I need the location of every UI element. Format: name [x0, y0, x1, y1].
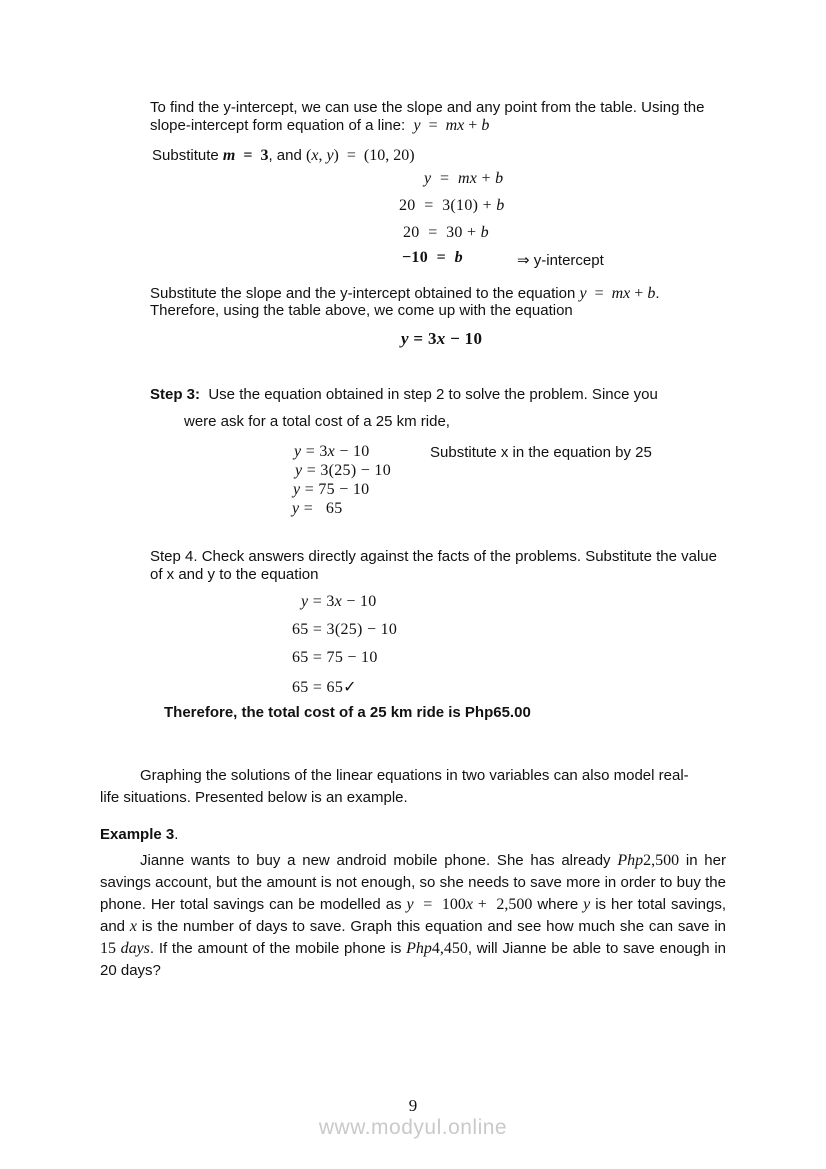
step3-solution-line: y = 65	[292, 500, 343, 517]
equation-line: 20 = 30 + b	[403, 224, 489, 241]
y-intercept-note: ⇒ y-intercept	[517, 252, 604, 269]
result-paragraph-line-2: Therefore, using the table above, we come up with the equation	[150, 302, 573, 319]
equation-line: 20 = 3(10) + b	[399, 197, 505, 214]
example3-line: 20 days?	[100, 962, 161, 979]
example3-line: phone. Her total savings can be modelled as y = 100x + 2,500 where y is her total savings,	[100, 896, 726, 913]
step3-line-1: Step 3: Use the equation obtained in step 2 to solve the problem. Since you	[150, 386, 658, 403]
example3-heading: Example 3.	[100, 826, 179, 843]
intro-line-1: To find the y-intercept, we can use the slope and any point from the table. Using the	[150, 99, 705, 116]
example3-line: Jianne wants to buy a new android mobile phone. She has already Php2,500 in her	[140, 852, 726, 869]
step3-solution-line: y = 75 − 10	[293, 481, 370, 498]
step4-check-line: y = 3x − 10	[301, 593, 377, 610]
substitute-values-line: Substitute m = 3, and (x, y) = (10, 20)	[152, 147, 415, 164]
step3-substitute-note: Substitute x in the equation by 25	[430, 444, 652, 461]
step3-line-2: were ask for a total cost of a 25 km ride,	[184, 413, 450, 430]
step4-line-1: Step 4. Check answers directly against the facts of the problems. Substitute the value	[150, 548, 717, 565]
intro-line-2: slope-intercept form equation of a line: y = mx + b	[150, 117, 490, 134]
step3-solution-line: y = 3x − 10	[294, 443, 370, 460]
step3-solution-line: y = 3(25) − 10	[295, 462, 392, 479]
example3-line: 15 days. If the amount of the mobile phone is Php4,450, will Jianne be able to save enough in	[100, 940, 726, 957]
equation-line: y = mx + b	[424, 170, 504, 187]
equation-line: −10 = b	[402, 249, 463, 266]
step4-line-2: of x and y to the equation	[150, 566, 319, 583]
result-paragraph-line-1: Substitute the slope and the y-intercept obtained to the equation y = mx + b.	[150, 285, 660, 302]
graphing-paragraph-line-2: life situations. Presented below is an example.	[100, 789, 408, 806]
step4-check-line: 65 = 3(25) − 10	[292, 621, 398, 638]
main-equation: y = 3x − 10	[401, 329, 483, 348]
example3-line: savings account, but the amount is not enough, so she needs to save more in order to buy the	[100, 874, 726, 891]
example3-line: and x is the number of days to save. Graph this equation and see how much she can save in	[100, 918, 726, 935]
step4-check-line: 65 = 75 − 10	[292, 649, 378, 666]
conclusion-line: Therefore, the total cost of a 25 km ride is Php65.00	[164, 704, 531, 721]
step4-check-line: 65 = 65✓	[292, 679, 357, 696]
page-number: 9	[408, 1096, 418, 1115]
graphing-paragraph-line-1: Graphing the solutions of the linear equations in two variables can also model real-	[140, 767, 689, 784]
watermark-url: www.modyul.online	[318, 1116, 508, 1139]
